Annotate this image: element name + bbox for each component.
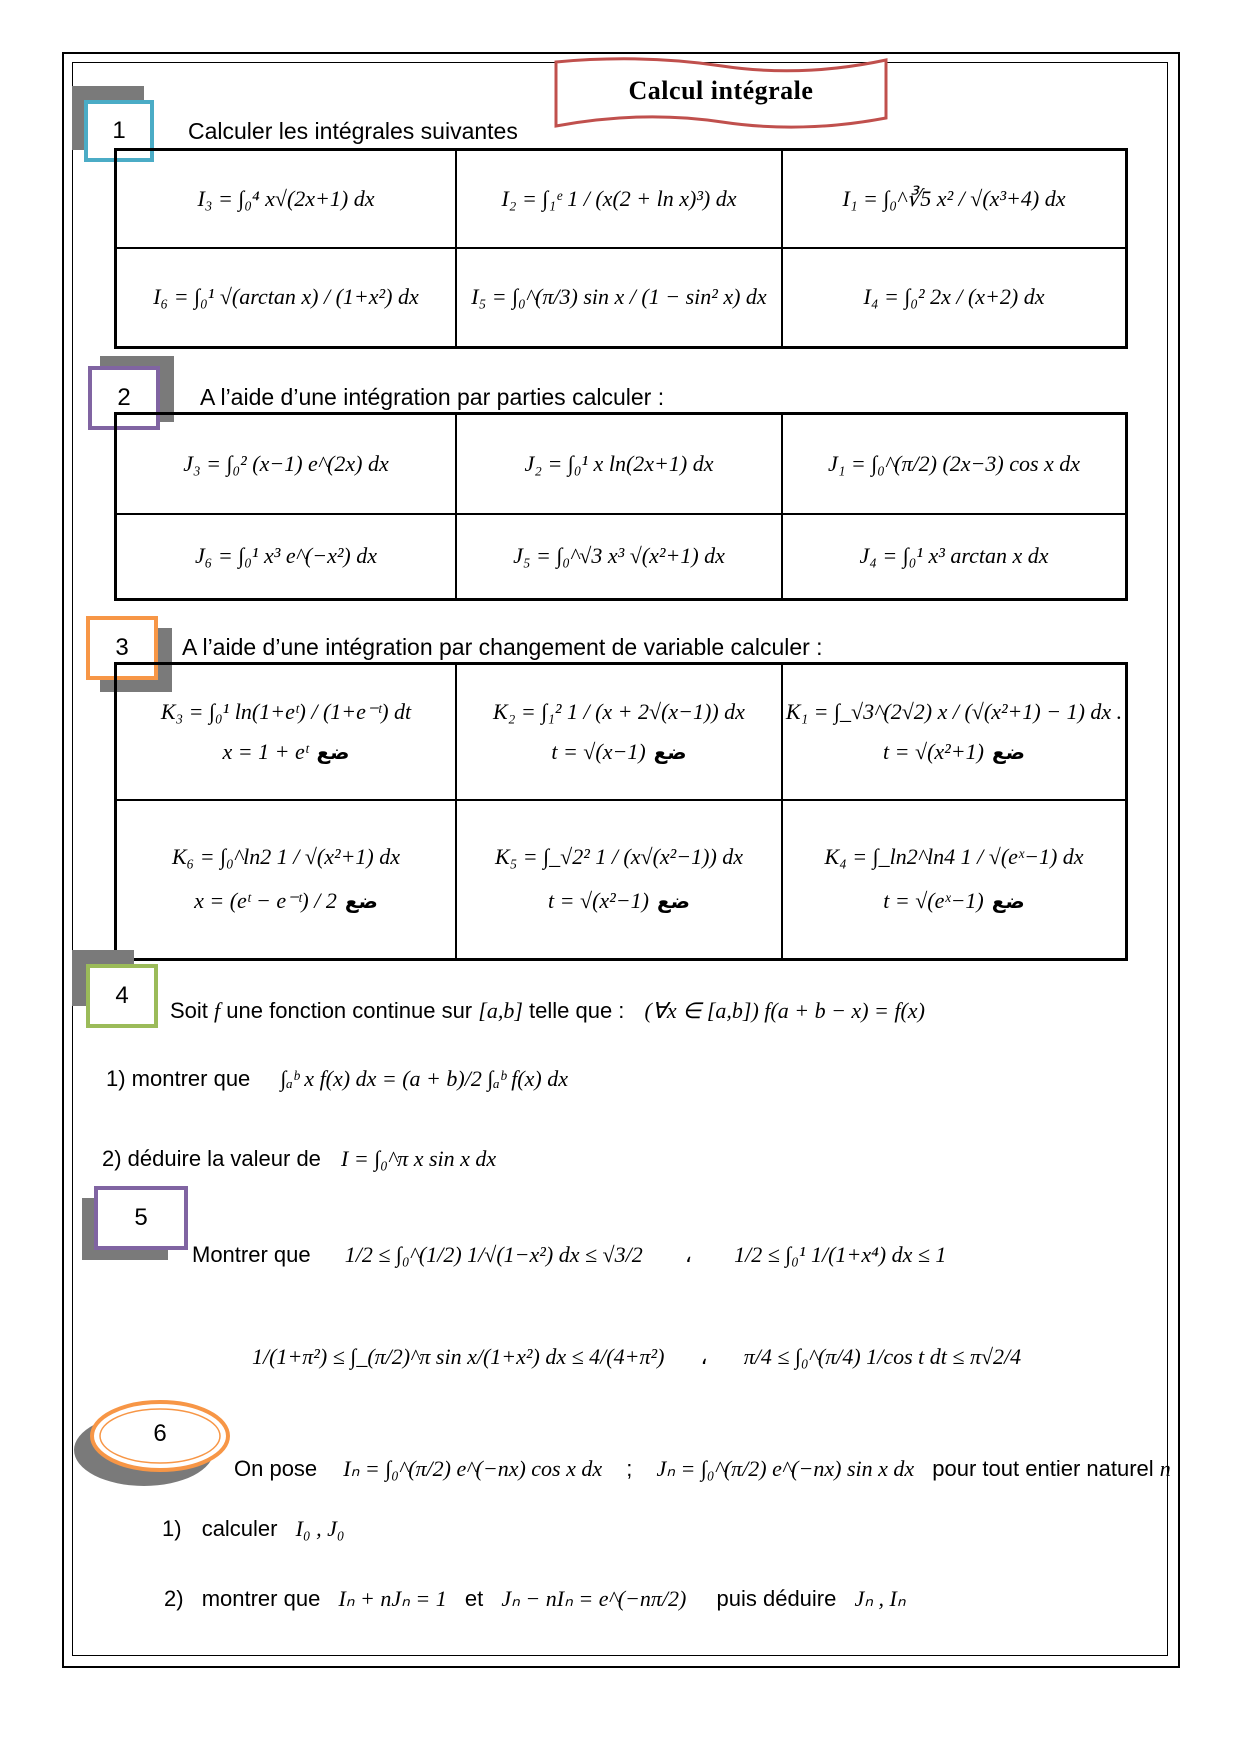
integral-I3: I₃ = ∫₀⁴ x√(2x+1) dx xyxy=(116,150,457,248)
section-6-number: 6 xyxy=(153,1420,167,1447)
section-6-q1 xyxy=(162,1516,345,1542)
integral-I4: I₄ = ∫₀² 2x / (x+2) dx xyxy=(782,248,1127,348)
integral-I2: I₂ = ∫₁ᵉ 1 / (x(2 + ln x)³) dx xyxy=(456,150,782,248)
K4-arabic-label: ضع xyxy=(991,889,1025,914)
inequality-3: 1/(1+π²) ≤ ∫_(π/2)^π sin x/(1+x²) dx ≤ 4/(4+π²) xyxy=(252,1344,665,1369)
calculer-label: calculer xyxy=(201,1516,278,1541)
page-title: Calcul intégrale xyxy=(628,76,814,105)
section-5-line-2 xyxy=(252,1344,1021,1370)
separator-2: ، xyxy=(700,1344,708,1369)
integral-J3: J₃ = ∫₀² (x−1) e^(2x) dx xyxy=(116,414,457,514)
integral-K3-expr: K₃ = ∫₀¹ ln(1+eᵗ) / (1+e⁻ᵗ) dt xyxy=(160,698,412,724)
integral-J1: J₁ = ∫₀^(π/2) (2x−3) cos x dx xyxy=(782,414,1127,514)
K2-sub-expr: t = √(x−1) xyxy=(551,738,646,764)
section-3-number: 3 xyxy=(86,616,158,680)
K6-sub-expr: x = (eᵗ − e⁻ᵗ) / 2 xyxy=(194,888,337,914)
integral-I1: I₁ = ∫₀^∛5 x² / √(x³+4) dx xyxy=(782,150,1127,248)
intro-soit: Soit xyxy=(170,998,208,1023)
section-5-line-1 xyxy=(192,1242,946,1268)
integral-J6: J₆ = ∫₀¹ x³ e^(−x²) dx xyxy=(116,514,457,600)
intro-interval: [a,b] xyxy=(478,998,523,1023)
inequality-2: 1/2 ≤ ∫₀¹ 1/(1+x⁴) dx ≤ 1 xyxy=(734,1242,947,1267)
section-5-badge xyxy=(82,1186,182,1266)
on-pose-label: On pose xyxy=(234,1456,318,1481)
integral-K3 xyxy=(116,664,457,800)
K3-sub-expr: x = 1 + eᵗ xyxy=(222,738,309,764)
relation-2: Jₙ − nIₙ = e^(−nπ/2) xyxy=(501,1586,687,1611)
integral-K1-substitution xyxy=(783,739,1125,765)
section-6-q2 xyxy=(164,1586,906,1612)
montrer-que-label: Montrer que xyxy=(192,1242,311,1267)
section-2-number: 2 xyxy=(88,366,160,430)
integral-K3-substitution xyxy=(117,739,455,765)
q1-math: ∫ₐᵇ x f(x) dx = (a + b)/2 ∫ₐᵇ f(x) dx xyxy=(280,1066,568,1091)
section-1-heading: Calculer les intégrales suivantes xyxy=(188,118,518,144)
separator-1: ، xyxy=(684,1242,692,1267)
intro-condition: (∀x ∈ [a,b]) f(a + b − x) = f(x) xyxy=(644,998,925,1023)
semicolon: ; xyxy=(626,1456,633,1481)
puis-deduire-label: puis déduire xyxy=(716,1586,837,1611)
et-label: et xyxy=(464,1586,484,1611)
section-1-table xyxy=(114,148,1128,349)
K5-arabic-label: ضع xyxy=(656,889,690,914)
section-3-heading: A l’aide d’une intégration par changement de variable calculer : xyxy=(182,634,823,660)
q1-label: 1) montrer que xyxy=(106,1066,251,1091)
section-4-q1 xyxy=(106,1066,568,1092)
integral-K2-expr: K₂ = ∫₁² 1 / (x + 2√(x−1)) dx xyxy=(493,698,745,724)
section-6-intro xyxy=(234,1456,1171,1482)
K3-arabic-label: ضع xyxy=(316,739,350,764)
section-1-number: 1 xyxy=(84,100,154,162)
inequality-1: 1/2 ≤ ∫₀^(1/2) 1/√(1−x²) dx ≤ √3/2 xyxy=(344,1242,643,1267)
integral-K4-substitution xyxy=(783,888,1125,914)
integral-K4-expr: K₄ = ∫_ln2^ln4 1 / √(eˣ−1) dx xyxy=(824,844,1084,870)
section-2-table xyxy=(114,412,1128,601)
K2-arabic-label: ضع xyxy=(653,739,687,764)
Jn-In: Jₙ , Iₙ xyxy=(854,1586,906,1611)
integral-I6: I₆ = ∫₀¹ √(arctan x) / (1+x²) dx xyxy=(116,248,457,348)
integral-J5: J₅ = ∫₀^√3 x³ √(x²+1) dx xyxy=(456,514,782,600)
K5-sub-expr: t = √(x²−1) xyxy=(548,888,649,914)
integral-J2: J₂ = ∫₀¹ x ln(2x+1) dx xyxy=(456,414,782,514)
section-3-table xyxy=(114,662,1128,961)
integral-K5-substitution xyxy=(457,888,781,914)
integral-K6-substitution xyxy=(117,888,455,914)
pour-tout-label: pour tout entier naturel xyxy=(932,1456,1154,1481)
q2-math: I = ∫₀^π x sin x dx xyxy=(341,1146,497,1171)
integral-K6-expr: K₆ = ∫₀^ln2 1 / √(x²+1) dx xyxy=(171,844,401,870)
intro-f: f xyxy=(214,998,221,1023)
Jn-definition: Jₙ = ∫₀^(π/2) e^(−nx) sin x dx xyxy=(656,1456,915,1481)
section-2-heading: A l’aide d’une intégration par parties calculer : xyxy=(200,384,665,410)
title-banner xyxy=(552,56,890,136)
In-definition: Iₙ = ∫₀^(π/2) e^(−nx) cos x dx xyxy=(343,1456,603,1481)
K6-arabic-label: ضع xyxy=(344,889,378,914)
K1-sub-expr: t = √(x²+1) xyxy=(883,738,984,764)
n-variable: n xyxy=(1159,1456,1171,1481)
integral-K2 xyxy=(456,664,782,800)
integral-K1-expr: K₁ = ∫_√3^(2√2) x / (√(x²+1) − 1) dx . xyxy=(785,698,1123,724)
integral-K1 xyxy=(782,664,1127,800)
integral-J4: J₄ = ∫₀¹ x³ arctan x dx xyxy=(782,514,1127,600)
q2-label: 2) déduire la valeur de xyxy=(102,1146,321,1171)
integral-K5 xyxy=(456,800,782,960)
intro-telle-que: telle que : xyxy=(529,998,625,1023)
integral-K2-substitution xyxy=(457,739,781,765)
inequality-4: π/4 ≤ ∫₀^(π/4) 1/cos t dt ≤ π√2/4 xyxy=(743,1344,1022,1369)
integral-K5-expr: K₅ = ∫_√2² 1 / (x√(x²−1)) dx xyxy=(494,844,744,870)
intro-continue: une fonction continue sur xyxy=(226,998,473,1023)
q2-number: 2) xyxy=(164,1586,184,1611)
K4-sub-expr: t = √(eˣ−1) xyxy=(883,888,984,914)
section-4-badge xyxy=(72,950,162,1040)
section-6-badge xyxy=(72,1396,232,1490)
q1-number: 1) xyxy=(162,1516,182,1541)
relation-1: Iₙ + nJₙ = 1 xyxy=(338,1586,447,1611)
integral-K6 xyxy=(116,800,457,960)
integral-I5: I₅ = ∫₀^(π/3) sin x / (1 − sin² x) dx xyxy=(456,248,782,348)
section-5-number: 5 xyxy=(94,1186,188,1250)
montrer-label: montrer que xyxy=(201,1586,321,1611)
section-4-number: 4 xyxy=(86,964,158,1028)
section-4-q2 xyxy=(102,1146,496,1172)
K1-arabic-label: ضع xyxy=(991,739,1025,764)
I0-J0: I₀ , J₀ xyxy=(295,1516,345,1541)
integral-K4 xyxy=(782,800,1127,960)
section-4-intro xyxy=(170,998,925,1024)
